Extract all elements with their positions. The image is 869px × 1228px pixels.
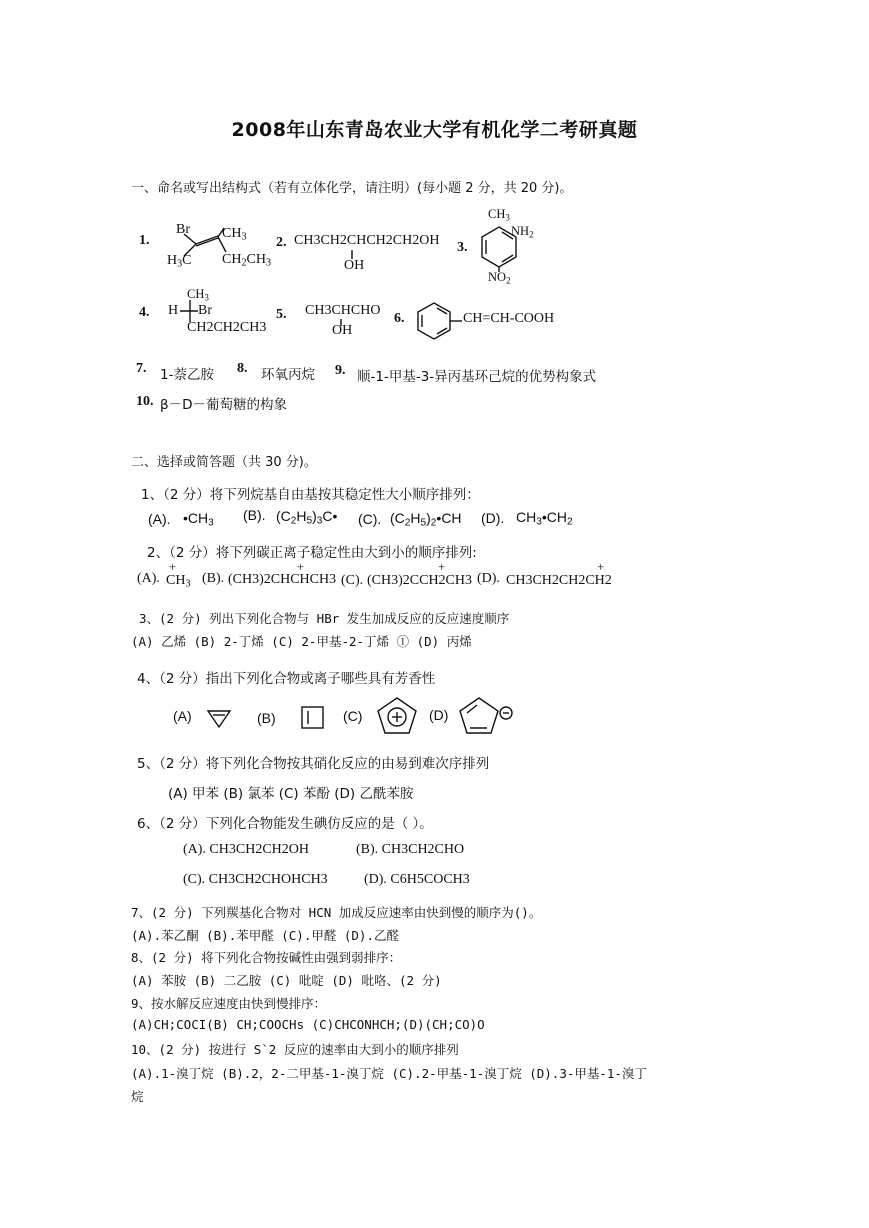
question-5-options: (A) 甲苯 (B) 氯苯 (C) 苯酚 (D) 乙酰苯胺 — [168, 786, 414, 802]
q1-option-b-label: (B). — [243, 507, 266, 523]
section-two-heading: 二、选择或简答题（共 30 分)。 — [131, 455, 317, 470]
q1-option-a-formula: $•CH_3$ — [183, 510, 214, 529]
structure-6-number: 6. — [394, 311, 405, 326]
structure-2-number: 2. — [276, 235, 287, 250]
cyclopentadienyl-cation-icon — [376, 696, 420, 736]
question-3-text: 3、(2 分) 列出下列化合物与 HBr 发生加成反应的反应速度顺序 — [139, 611, 510, 626]
q2-option-c-formula: (CH3)2CCH2CH3 — [367, 573, 473, 588]
structure-2-hydroxyl: OH — [344, 258, 365, 273]
fischer-br-label: Br — [198, 303, 212, 318]
q2-option-a-formula: $CH_3$ — [166, 573, 191, 590]
q2-option-b-formula: (CH3)2CHCHCH3 — [228, 572, 337, 587]
cinnamic-benzene-drawing — [410, 299, 466, 339]
cyclobutadiene-square-icon — [300, 705, 326, 731]
item-7-text: 1-萘乙胺 — [160, 367, 214, 383]
methyl-left-label: $H_3C$ — [167, 253, 192, 270]
q2-option-a-label: (A). — [137, 571, 160, 586]
q1-option-c-label: (C). — [358, 511, 382, 527]
cyclopentadienyl-anion-icon — [458, 696, 514, 736]
q2-b-charge: + — [297, 560, 305, 574]
question-8-options: (A) 苯胺 (B) 二乙胺 (C) 吡啶 (D) 吡咯、(2 分) — [131, 973, 442, 988]
item-8-text: 环氧丙烷 — [261, 367, 315, 383]
question-8-text: 8、(2 分) 将下列化合物按碱性由强到弱排序： — [131, 950, 402, 965]
question-10-options-line-2: 烷 — [131, 1089, 144, 1104]
question-6-text: 6、（2 分）下列化合物能发生碘仿反应的是（ ）。 — [137, 816, 433, 832]
fischer-methyl-label: $CH_3$ — [187, 287, 209, 303]
q4-option-c-label: (C) — [343, 708, 363, 724]
question-3-options: (A) 乙烯 (B) 2-丁烯 (C) 2-甲基-2-丁烯 ① (D) 丙烯 — [131, 634, 472, 649]
bromo-label: Br — [176, 222, 190, 237]
question-10-text: 10、(2 分) 按进行 S`2 反应的速率由大到小的顺序排列 — [131, 1042, 459, 1057]
q1-option-d-label: (D). — [481, 510, 505, 526]
structure-5-hydroxyl: OH — [332, 323, 353, 338]
structure-2-formula: CH3CH2CHCH2CH2OH — [294, 233, 440, 248]
question-5-text: 5、（2 分）将下列化合物按其硝化反应的由易到难次序排列 — [137, 756, 490, 772]
q4-option-d-label: (D) — [429, 707, 449, 723]
structure-3-number: 3. — [457, 240, 468, 255]
q2-d-charge: + — [597, 560, 605, 574]
item-8-number: 8. — [237, 361, 248, 376]
q2-option-d-label: (D). — [477, 571, 500, 586]
item-10-number: 10. — [136, 394, 154, 409]
fischer-h-label: H — [168, 303, 179, 318]
question-6-option-a: (A). CH3CH2CH2OH — [183, 842, 309, 857]
page-title: 2008年山东青岛农业大学有机化学二考研真题 — [231, 119, 638, 141]
structure-4-number: 4. — [139, 305, 150, 320]
question-6-option-c: (C). CH3CH2CHOHCH3 — [183, 872, 328, 887]
q1-option-b-formula: $(C_2H_5)_3C•$ — [276, 508, 338, 527]
question-7-text: 7、(2 分) 下列羰基化合物对 HCN 加成反应速率由快到慢的顺序为()。 — [131, 905, 542, 920]
question-7-options: (A).苯乙酮 (B).苯甲醛 (C).甲醛 (D).乙醛 — [131, 928, 399, 943]
structure-6-chain: CH=CH-COOH — [463, 311, 555, 326]
ethyl-label: $CH_2CH_3$ — [222, 252, 271, 269]
q2-c-charge: + — [438, 560, 446, 574]
item-9-number: 9. — [335, 363, 346, 378]
q1-option-c-formula: $(C_2H_5)_2•CH$ — [390, 510, 462, 529]
structure-5-number: 5. — [276, 307, 287, 322]
question-9-text: 9、按水解反应速度由快到慢排序： — [131, 996, 327, 1011]
structure-1-number: 1. — [139, 233, 150, 248]
q4-option-b-label: (B) — [257, 710, 276, 726]
q2-option-d-formula: CH3CH2CH2CH2 — [506, 573, 612, 588]
q2-option-b-label: (B). — [202, 571, 225, 586]
fischer-propyl-label: CH2CH2CH3 — [187, 320, 267, 335]
item-9-text: 顺-1-甲基-3-异丙基环己烷的优势构象式 — [357, 369, 597, 385]
cyclopropenyl-triangle-icon — [206, 708, 232, 728]
section-one-heading: 一、命名或写出结构式（若有立体化学，请注明）(每小题 2 分，共 20 分)。 — [131, 181, 573, 196]
q4-option-a-label: (A) — [173, 708, 192, 724]
question-1-text: 1、（2 分）将下列烷基自由基按其稳定性大小顺序排列： — [141, 487, 480, 503]
methyl-label: $CH_3$ — [222, 226, 247, 243]
question-6-option-d: (D). C6H5COCH3 — [364, 872, 470, 887]
question-4-text: 4、（2 分）指出下列化合物或离子哪些具有芳香性 — [137, 671, 436, 687]
item-10-text: β－D－葡萄糖的构象 — [160, 397, 288, 413]
question-2-text: 2、（2 分）将下列碳正离子稳定性由大到小的顺序排列: — [147, 545, 477, 561]
item-7-number: 7. — [136, 361, 147, 376]
amino-label: $NH_2$ — [511, 224, 534, 240]
q1-option-a-label: (A). — [148, 511, 171, 527]
q2-a-charge: + — [169, 560, 177, 574]
nitro-label: $NO_2$ — [488, 270, 511, 286]
q2-option-c-label: (C). — [341, 573, 364, 588]
structure-5-formula: CH3CHCHO — [305, 303, 381, 318]
question-6-option-b: (B). CH3CH2CHO — [356, 842, 465, 857]
question-10-options-line-1: (A).1-溴丁烷 (B).2，2-二甲基-1-溴丁烷 (C).2-甲基-1-溴丁烷 (D).3-甲基-1-溴丁 — [131, 1066, 647, 1081]
ring-methyl-label: $CH_3$ — [488, 207, 510, 223]
question-9-options: (A)CH;COCI(B) CH;COOCHs (C)CHCONHCH;(D)(CH;CO)O — [131, 1017, 485, 1032]
q1-option-d-formula: $CH_3•CH_2$ — [516, 509, 573, 528]
